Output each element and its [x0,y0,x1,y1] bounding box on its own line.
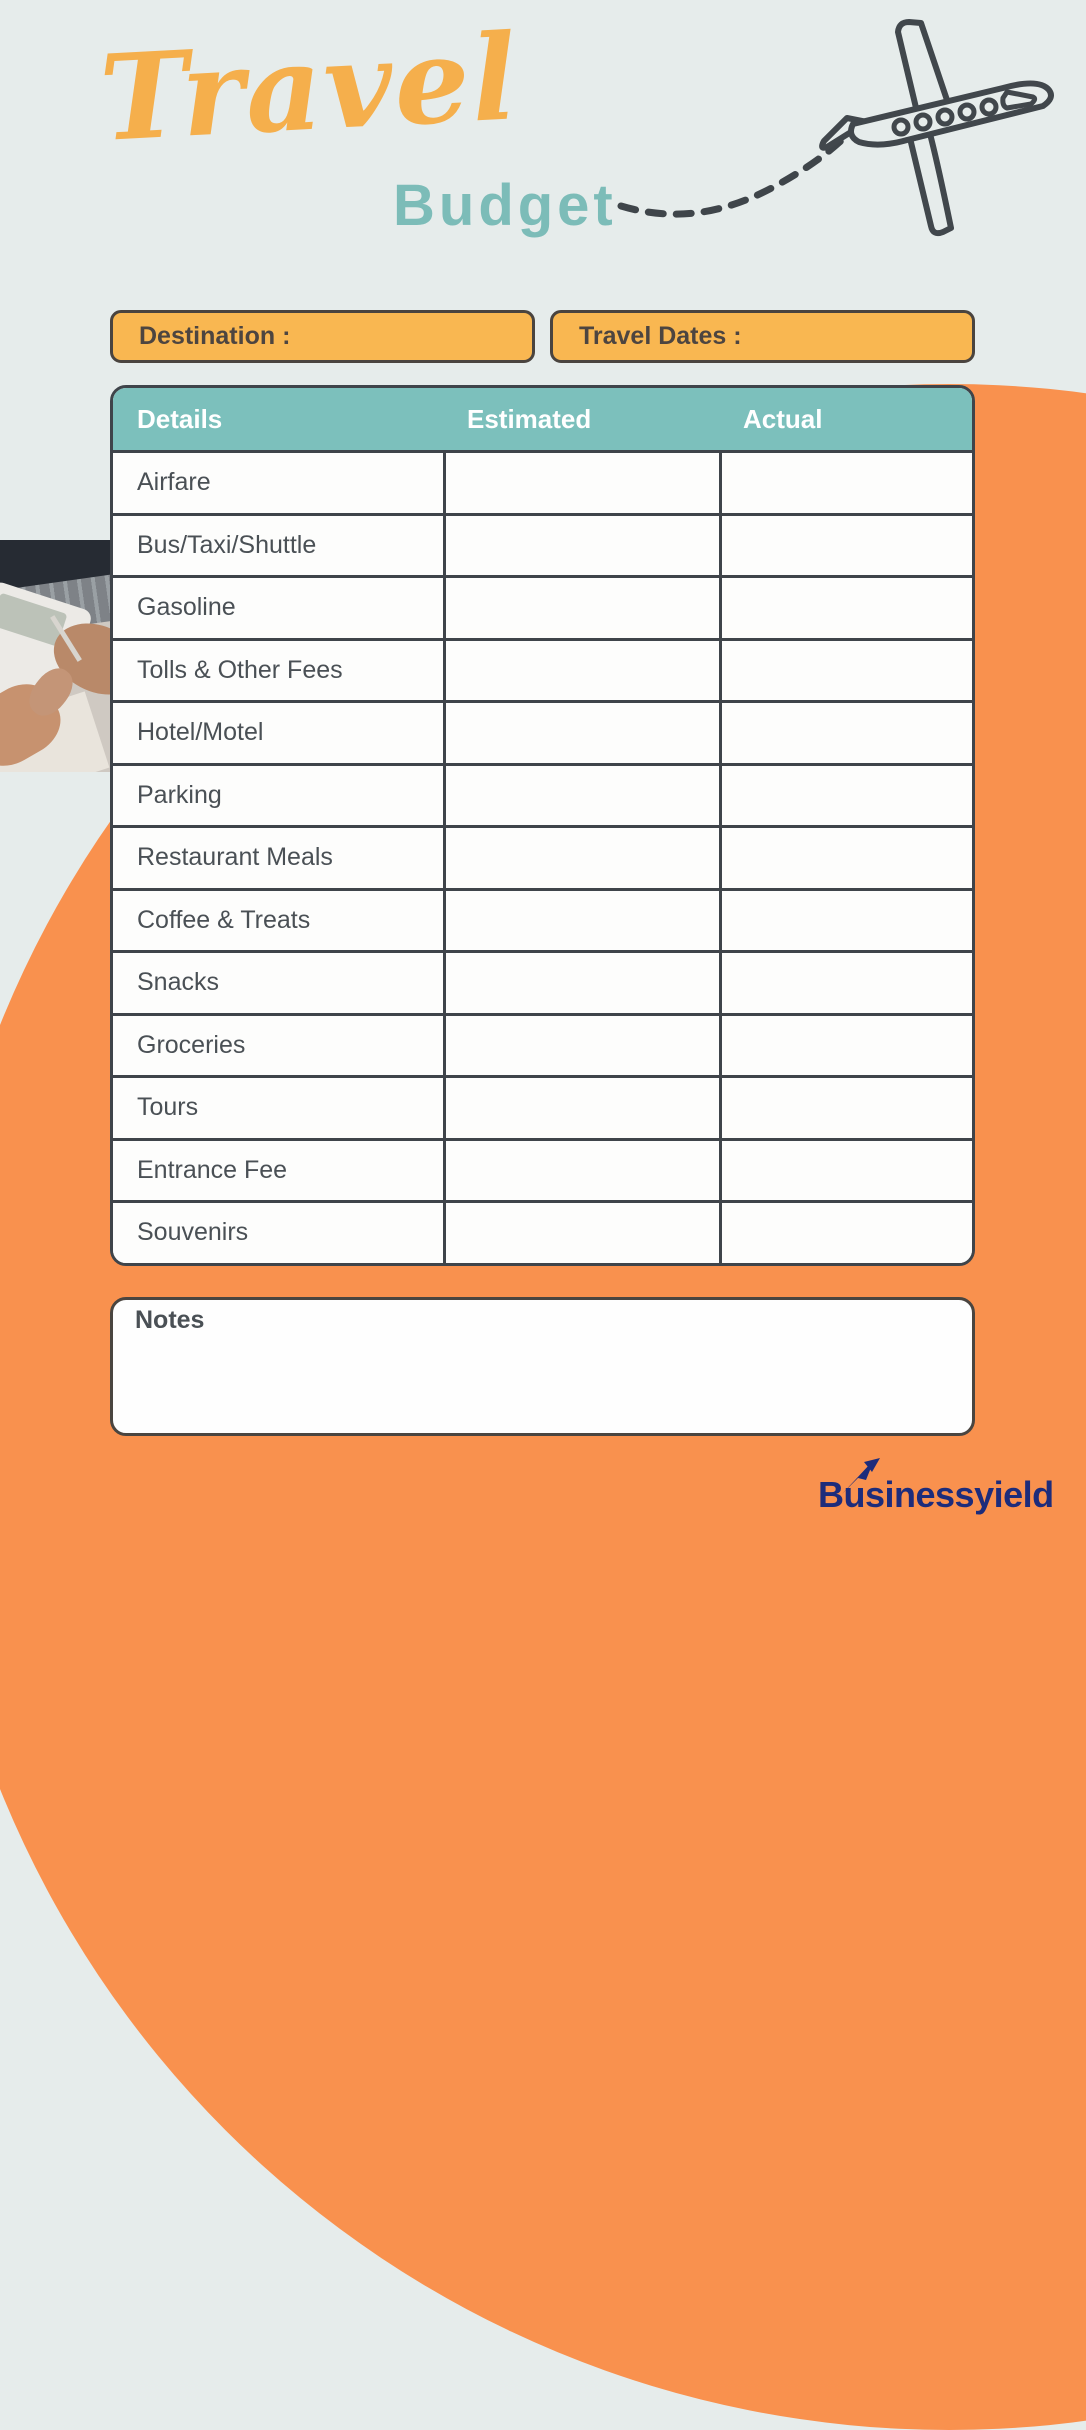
table-row [113,763,972,826]
logo-arrow-icon [836,1458,882,1498]
travel-dates-label: Travel Dates : [579,322,742,350]
row-label: Tours [137,1093,199,1122]
page-title-budget: Budget [393,173,617,238]
row-label: Snacks [137,968,219,997]
estimated-cell[interactable] [443,1016,719,1076]
actual-cell[interactable] [719,516,972,576]
actual-cell[interactable] [719,766,972,826]
table-row [113,950,972,1013]
notes-box[interactable] [110,1297,975,1436]
table-row [113,888,972,951]
actual-cell[interactable] [719,703,972,763]
row-label: Souvenirs [137,1218,249,1247]
table-row [113,575,972,638]
row-label: Coffee & Treats [137,905,311,934]
actual-cell[interactable] [719,1078,972,1138]
actual-cell[interactable] [719,953,972,1013]
page-title-travel: Travel [96,7,522,168]
table-row [113,1075,972,1138]
actual-cell[interactable] [719,891,972,951]
travel-dates-field[interactable] [550,310,975,363]
estimated-cell[interactable] [443,1203,719,1263]
logo-text: Businessyield [818,1474,1054,1515]
actual-cell[interactable] [719,1016,972,1076]
estimated-cell[interactable] [443,578,719,638]
row-label: Groceries [137,1030,246,1059]
row-label: Restaurant Meals [137,843,333,872]
estimated-cell[interactable] [443,891,719,951]
row-label: Airfare [137,468,211,497]
table-row [113,1138,972,1201]
estimated-cell[interactable] [443,1141,719,1201]
estimated-cell[interactable] [443,1078,719,1138]
estimated-cell[interactable] [443,953,719,1013]
budget-table-header [113,388,972,450]
row-label: Entrance Fee [137,1155,288,1184]
estimated-cell[interactable] [443,641,719,701]
budget-table-body [113,450,972,1263]
actual-cell[interactable] [719,453,972,513]
destination-field[interactable] [110,310,535,363]
table-row [113,638,972,701]
dashed-flight-path [621,138,844,214]
estimated-cell[interactable] [443,766,719,826]
airplane-icon [615,14,1075,244]
notes-label: Notes [135,1306,205,1334]
actual-cell[interactable] [719,1203,972,1263]
row-label: Parking [137,780,222,809]
actual-cell[interactable] [719,828,972,888]
row-label: Bus/Taxi/Shuttle [137,530,317,559]
header-estimated: Estimated [467,403,592,434]
actual-cell[interactable] [719,578,972,638]
estimated-cell[interactable] [443,828,719,888]
table-row [113,700,972,763]
row-label: Tolls & Other Fees [137,655,343,684]
actual-cell[interactable] [719,641,972,701]
table-row [113,1013,972,1076]
actual-cell[interactable] [719,1141,972,1201]
estimated-cell[interactable] [443,703,719,763]
row-label: Hotel/Motel [137,718,264,747]
header-details: Details [137,403,223,434]
header-actual: Actual [743,403,823,434]
table-row [113,450,972,513]
estimated-cell[interactable] [443,453,719,513]
budget-table [110,385,975,1266]
table-row [113,513,972,576]
destination-label: Destination : [139,322,291,350]
estimated-cell[interactable] [443,516,719,576]
calculator-hands-photo [0,540,114,772]
table-row [113,1200,972,1263]
row-label: Gasoline [137,593,236,622]
table-row [113,825,972,888]
